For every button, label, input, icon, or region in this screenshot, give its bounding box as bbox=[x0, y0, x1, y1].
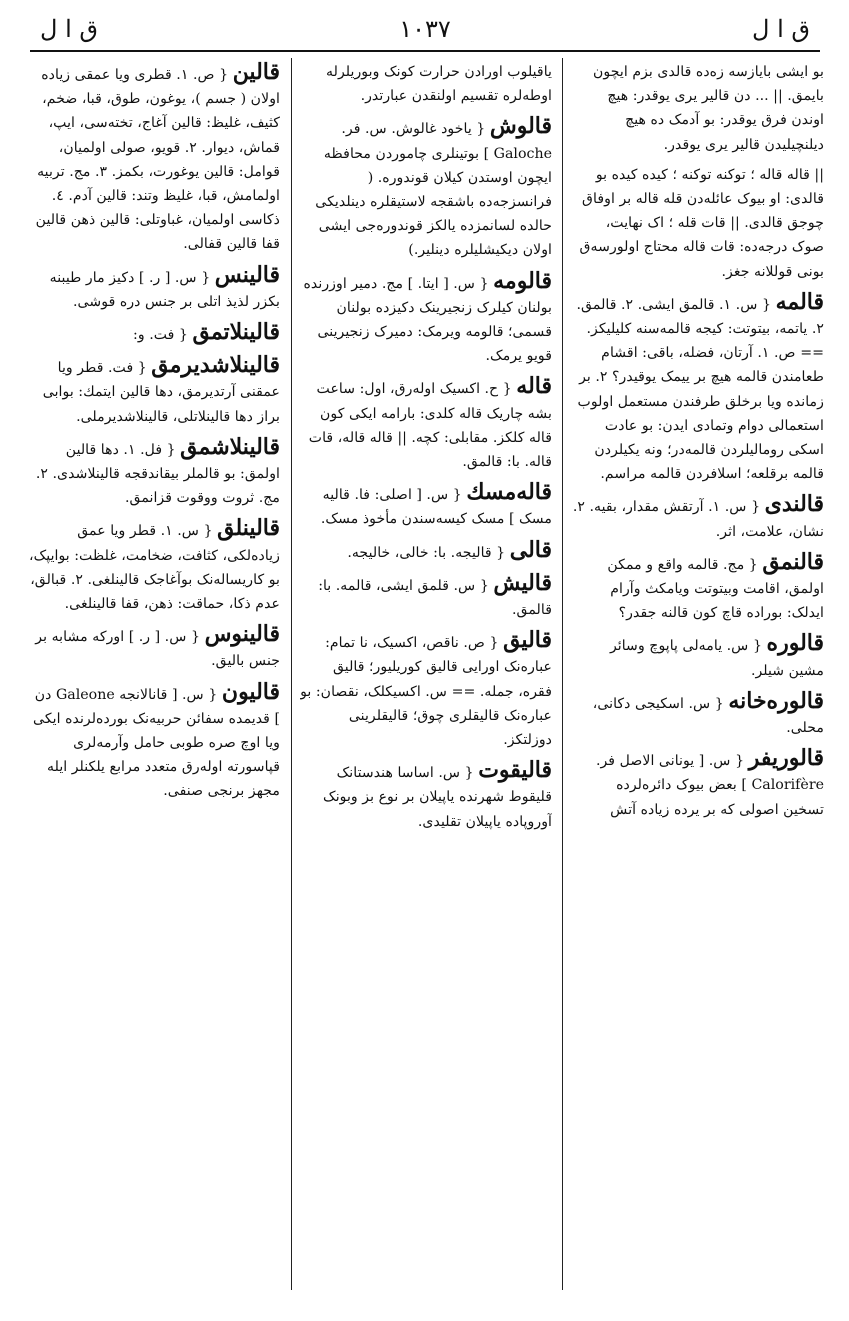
entry-definition: { س. [ ایتا. ] مج. دمیر اوزرندە بولنان کیلرک زنجیرینک دکیزدە بولنان قسمی؛ قالومه ویرمک: دمیرک زنجیرینی قویو یرمک. bbox=[303, 275, 552, 365]
dictionary-entry bbox=[300, 571, 552, 622]
entry-headword: قالیقوت bbox=[478, 757, 552, 784]
entry-definition: { س. قلمق ایشی، قالمه. با: قالمق. bbox=[318, 577, 552, 619]
entry-definition: { س. اسکیجی دکانی، محلی. bbox=[592, 695, 824, 737]
dictionary-entry bbox=[572, 163, 824, 284]
entry-definition: یاقیلوب اورادن حرارت کونک وبوریلرله اوطەلرە تقسیم اولنقدن عبارتدر. bbox=[326, 64, 552, 105]
dictionary-entry bbox=[572, 290, 824, 487]
entry-headword: قاله bbox=[516, 373, 552, 400]
entry-definition: { س. یامەلی پاپوچ وسائر مشین شیلر. bbox=[609, 638, 824, 679]
dictionary-entry bbox=[28, 435, 280, 511]
dictionary-entry bbox=[300, 480, 552, 531]
dictionary-entry bbox=[300, 758, 552, 834]
dictionary-entry bbox=[300, 60, 552, 108]
entry-headword: قالیون bbox=[221, 678, 280, 705]
entry-headword: قالەمسك bbox=[466, 479, 552, 506]
entry-headword: قالندی bbox=[764, 491, 824, 518]
dictionary-entry bbox=[572, 631, 824, 682]
dictionary-entry bbox=[300, 538, 552, 565]
column-middle bbox=[300, 60, 552, 1300]
entry-definition: { س. ١. آرتقش مقدار، بقیه. ٢. نشان، علامت، اثر. bbox=[572, 499, 824, 540]
column-right bbox=[572, 60, 824, 1300]
dictionary-entry bbox=[572, 492, 824, 543]
entry-headword: قالورەخانه bbox=[728, 687, 824, 714]
entry-definition: { س. [ ر. ] دکیز مار طیبنه بکزر لذیذ اتلی بر جنس درە قوشی. bbox=[49, 269, 280, 310]
header-right-letters: ق ا ل bbox=[752, 15, 810, 43]
entry-headword: قالی bbox=[509, 536, 552, 563]
entry-headword: قالوش bbox=[489, 113, 552, 140]
entry-definition: { قالیجه. با: خالی، خالیجه. bbox=[347, 544, 506, 561]
page-number: ١٠٣٧ bbox=[399, 15, 451, 43]
dictionary-entry bbox=[28, 516, 280, 616]
entry-headword: قالوریفر bbox=[748, 745, 824, 772]
entry-headword: قالیش bbox=[493, 569, 552, 596]
entry-definition: { فت. و: bbox=[133, 327, 188, 344]
dictionary-entry bbox=[28, 263, 280, 314]
entry-definition: { یاخود غالوش. س. فر. Galoche ] بوتینلری چاموردن محافظه ایچون اوستدن کیلان قوندورە. ( فرانسزجەدە باشقجه لاستیقلرە دینلدیکی حالدە لسانمزدە یالکز قوندورەجی ایشی اولان دیکیشلیلرە دینلیر.) bbox=[315, 121, 552, 259]
entry-headword: قالیق bbox=[503, 627, 552, 654]
entry-headword: قالینلاشدیرمق bbox=[151, 352, 280, 379]
entry-definition: { س. ١. قطر ویا عمق زیادەلکی، کثافت، ضخامت، غلظت: بوایپک، بو کاریسالەنک بوآغاجک قالینلغی. ٢. قبالق، عدم ذکا، حماقت: ذهن، قفا قالینلغی. bbox=[29, 523, 280, 613]
header-left-letters: ق ا ل bbox=[40, 15, 98, 43]
dictionary-entry bbox=[572, 60, 824, 157]
entry-definition: { مج. قالمه واقع و ممکن اولمق، اقامت وبیتوتت ویامکث وآرام ایدلک: بورادە قاچ کون قالنه جقدر؟ bbox=[607, 556, 824, 622]
entry-headword: قالینوس bbox=[204, 621, 280, 648]
column-left bbox=[28, 60, 280, 1300]
dictionary-entry bbox=[28, 680, 280, 804]
entry-definition: { س. [ یونانی الاصل فر. Calorifère ] بعض بیوک دائرەلردە تسخین اصولی که بر یردە زیادە آتش bbox=[595, 753, 824, 818]
dictionary-entry bbox=[28, 353, 280, 429]
dictionary-entry bbox=[572, 689, 824, 740]
dictionary-entry bbox=[300, 114, 552, 262]
entry-definition: { ح. اکسیک اولەرق، اول: ساعت بشه چاریک قاله کلدی: بارامه ایکی کون قاله کلکز. مقابلی: کچه. || قاله قاله، قات قاله. با: قالمق. bbox=[308, 381, 552, 471]
entry-headword: قالومه bbox=[493, 267, 552, 294]
entry-headword: قالنمق bbox=[762, 548, 824, 575]
dictionary-entry bbox=[572, 746, 824, 822]
dictionary-entry bbox=[300, 374, 552, 474]
entry-definition: { س. اساسا هندستانک قلیقوط شهرندە یاپیلان بر نوع بز وبونک آوروپادە یاپیلان تقلیدی. bbox=[323, 765, 552, 830]
entry-headword: قالمه bbox=[775, 288, 824, 315]
dictionary-entry bbox=[300, 628, 552, 752]
entry-definition: { ص. ١. قطری ویا عمقی زیادە اولان ( جسم )، یوغون، طوق، قبا، ضخم، کثیف، غلیظ: قالین آغاج، تختەسی، ایپ، قماش، دیوار. ٢. قویو، صولی اولمیان، قوامل: قالین یوغورت، بکمز. ٣. مج. تربیه اولمامش، قبا، غلیظ وتند: قالین آدم. ٤. ذکاسی اولمیان، غباوتلی: قالین ذهن قالین قفا قالین قفالی. bbox=[35, 67, 280, 253]
entry-headword: قالینس bbox=[214, 261, 280, 288]
entry-definition: { س. [ قانالانجه Galeone دن ] قدیمده سفائن حربیەنک بوردەلرندە ایکی ویا اوچ صره طوبی حامل وآرمەلری قپاسورته اولەرق متعدد مرابع یلکنلر ایله مجهز برنجی صنفی. bbox=[33, 686, 280, 800]
dictionary-entry bbox=[572, 550, 824, 626]
header-rule bbox=[30, 50, 820, 52]
dictionary-entry bbox=[28, 622, 280, 673]
entry-definition: || قاله قاله ؛ توکنه توکنه ؛ کیدە کیدە بو قالدی: او بیوک عائلەدن قله قاله بر اوفاق چوجق قالدی. || قات قله ؛ اک نهایت، صوک درجەدە: قات قاله محتاج اولورسەق بونی قوللانه جغز. bbox=[579, 166, 824, 280]
entry-definition: بو ایشی بایازسه زەدە قالدی بزم ایچون بایمق. || ... دن قالیر یری یوقدر: هیچ اوندن فرق یوقدر: بو آدمک دە هیچ دیلنچیلیدن قالیر یری یوقدر. bbox=[593, 64, 824, 153]
dictionary-entry bbox=[28, 60, 280, 257]
entry-headword: قالینلاشمق bbox=[180, 433, 280, 460]
entry-definition: { فل. ١. دها قالین اولمق: بو قالملر بیقاندقجه قالینلاشدی. ٢. مج. ثروت ووقوت قزانمق. bbox=[35, 441, 280, 507]
entry-definition: { س. [ ر. ] اورکه مشابه بر جنس بالیق. bbox=[35, 629, 280, 670]
column-divider bbox=[291, 58, 292, 1290]
entry-definition: { س. ١. قالمق ایشی. ٢. قالمق. ٢. یاتمه، بیتوتت: کیجه قالمەسنه کلیلیکز. == ص. ١. آرتان، فضله، باقی: اقشام طعامندن قالمه هیچ بر ییمک یوقیدر؟ ٢. بر زماندە ویا برخلق طرفندن مستعمل اولوب استعمالی دوام وتمادی ایدن: بو عادت اسکی رومالیلردن قالمەدر؛ ونه یکیلردن قالمه برقلعه؛ اسلافردن قالمه مراسم. bbox=[576, 296, 824, 483]
page-header bbox=[30, 12, 820, 46]
entry-headword: قالین bbox=[232, 60, 280, 85]
entry-headword: قالینلق bbox=[217, 515, 280, 542]
entry-definition: { فت. قطر ویا عمقنی آرتدیرمق، دها قالین ایتمك: بوابی براز دها قالینلاتلی، قالینلاشدیرملی. bbox=[42, 360, 280, 425]
entry-definition: { س. [ اصلی: فا. قالیه مسک ] مسک کیسەسندن مأخوذ مسک. bbox=[320, 487, 552, 528]
entry-definition: { ص. ناقص، اکسیک، نا تمام: عبارەنک اورایی قالیق کوریلیور؛ قالیق فقره، جمله. == س. اکسیکلک، نقصان: بو عبارەنک قالیقلری چوق؛ قالیقلرینی دوزلتکز. bbox=[300, 635, 552, 749]
entry-headword: قالوره bbox=[766, 630, 824, 657]
dictionary-entry bbox=[28, 320, 280, 347]
dictionary-entry bbox=[300, 269, 552, 369]
column-divider bbox=[562, 58, 563, 1290]
entry-headword: قالینلاتمق bbox=[192, 319, 280, 346]
